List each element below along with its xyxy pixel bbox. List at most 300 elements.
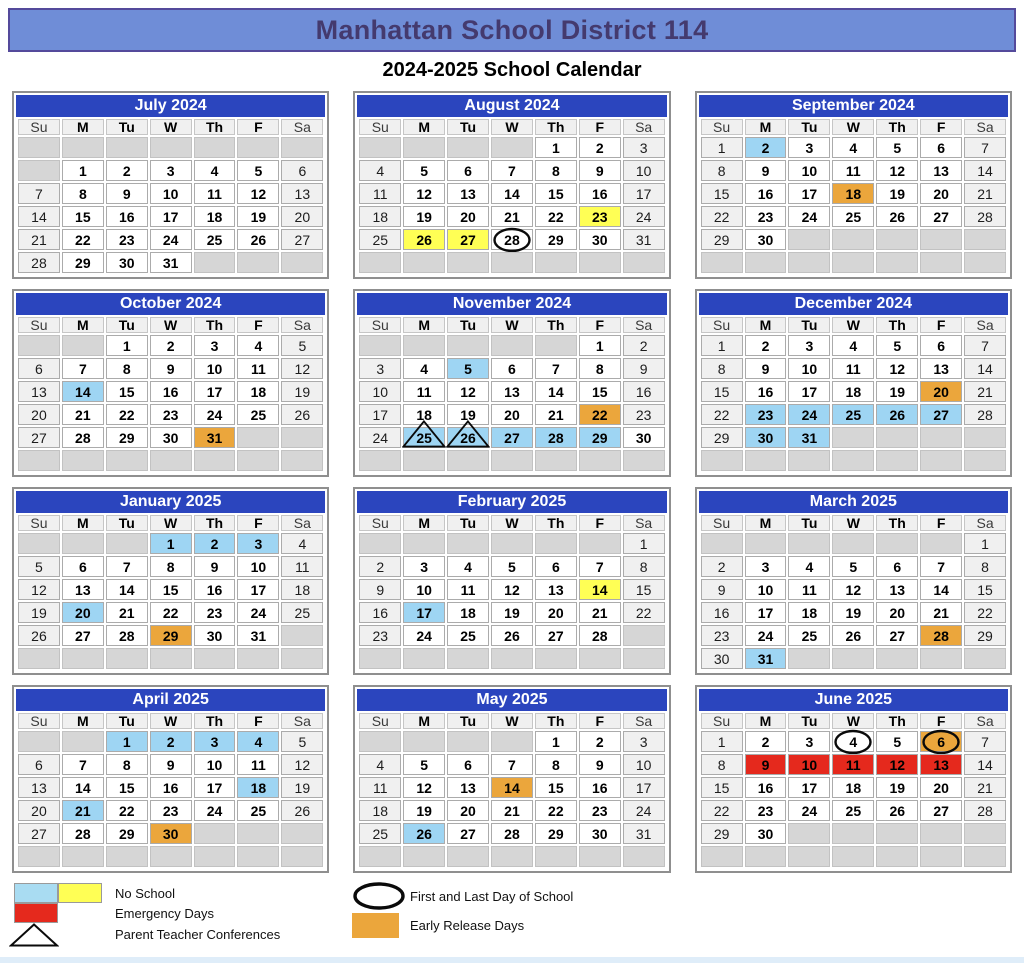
empty-cell [491, 846, 533, 867]
month-february-2025 [353, 487, 670, 675]
day-cell: 3 [194, 731, 236, 752]
day-cell: 29 [150, 625, 192, 646]
day-header-th: Th [876, 515, 918, 531]
day-cell: 16 [150, 381, 192, 402]
day-cell: 7 [920, 556, 962, 577]
day-header-sa: Sa [623, 713, 665, 729]
day-cell: 20 [920, 381, 962, 402]
legend-right-column [352, 881, 573, 939]
empty-cell [359, 450, 401, 471]
day-cell: 26 [447, 427, 489, 448]
empty-cell [876, 252, 918, 273]
day-cell: 14 [964, 358, 1006, 379]
day-header-sa: Sa [281, 713, 323, 729]
empty-cell [535, 335, 577, 356]
day-cell: 22 [701, 404, 743, 425]
day-cell: 28 [535, 427, 577, 448]
day-cell: 5 [876, 137, 918, 158]
day-cell: 24 [194, 404, 236, 425]
day-cell: 12 [18, 579, 60, 600]
day-cell: 19 [237, 206, 279, 227]
day-header-f: F [579, 515, 621, 531]
day-cell: 19 [281, 381, 323, 402]
day-cell: 30 [106, 252, 148, 273]
day-cell: 17 [745, 602, 787, 623]
day-header-m: M [62, 317, 104, 333]
empty-cell [832, 252, 874, 273]
empty-cell [745, 533, 787, 554]
day-cell: 14 [491, 183, 533, 204]
day-header-tu: Tu [447, 515, 489, 531]
day-cell: 28 [62, 427, 104, 448]
day-header-f: F [920, 713, 962, 729]
day-cell: 5 [281, 731, 323, 752]
month-grid [16, 513, 325, 671]
month-grid [699, 711, 1008, 869]
day-cell: 13 [535, 579, 577, 600]
day-header-m: M [62, 713, 104, 729]
empty-cell [491, 252, 533, 273]
empty-cell [237, 823, 279, 844]
empty-cell [832, 846, 874, 867]
day-header-w: W [150, 119, 192, 135]
empty-cell [359, 137, 401, 158]
empty-cell [194, 450, 236, 471]
day-cell: 4 [447, 556, 489, 577]
day-header-su: Su [359, 713, 401, 729]
day-cell: 5 [281, 335, 323, 356]
day-header-su: Su [18, 317, 60, 333]
day-header-m: M [403, 317, 445, 333]
day-cell: 17 [788, 183, 830, 204]
day-cell: 9 [194, 556, 236, 577]
day-cell: 17 [359, 404, 401, 425]
day-cell: 4 [194, 160, 236, 181]
day-cell: 4 [832, 137, 874, 158]
day-cell: 24 [788, 404, 830, 425]
empty-cell [876, 648, 918, 669]
day-cell: 9 [745, 358, 787, 379]
no-school-blue-swatch [14, 883, 58, 903]
day-cell: 2 [745, 137, 787, 158]
day-cell: 25 [403, 427, 445, 448]
day-cell: 13 [920, 358, 962, 379]
empty-cell [920, 823, 962, 844]
day-cell: 27 [62, 625, 104, 646]
day-cell: 23 [359, 625, 401, 646]
day-cell: 14 [920, 579, 962, 600]
day-cell: 28 [964, 206, 1006, 227]
legend-label-first-last-day: First and Last Day of School [410, 888, 574, 904]
day-cell: 8 [701, 754, 743, 775]
day-header-th: Th [876, 119, 918, 135]
day-cell: 9 [579, 160, 621, 181]
day-cell: 16 [359, 602, 401, 623]
day-cell: 25 [832, 800, 874, 821]
empty-cell [150, 846, 192, 867]
empty-cell [964, 648, 1006, 669]
empty-cell [281, 823, 323, 844]
empty-cell [832, 823, 874, 844]
day-cell: 30 [579, 229, 621, 250]
month-title: March 2025 [699, 491, 1008, 513]
day-cell: 17 [623, 183, 665, 204]
day-header-sa: Sa [964, 515, 1006, 531]
empty-cell [359, 846, 401, 867]
empty-cell [788, 648, 830, 669]
empty-cell [701, 533, 743, 554]
legend-swatch-area [14, 923, 115, 947]
day-cell: 19 [18, 602, 60, 623]
empty-cell [491, 731, 533, 752]
day-header-th: Th [535, 515, 577, 531]
empty-cell [281, 427, 323, 448]
day-cell: 10 [194, 754, 236, 775]
day-cell: 18 [237, 777, 279, 798]
day-cell: 16 [194, 579, 236, 600]
day-cell: 16 [623, 381, 665, 402]
empty-cell [194, 823, 236, 844]
day-cell: 12 [281, 358, 323, 379]
empty-cell [281, 846, 323, 867]
day-cell: 16 [106, 206, 148, 227]
day-cell: 2 [745, 731, 787, 752]
day-cell: 4 [403, 358, 445, 379]
day-cell: 1 [701, 731, 743, 752]
empty-cell [18, 648, 60, 669]
empty-cell [150, 450, 192, 471]
day-header-w: W [491, 713, 533, 729]
month-may-2025 [353, 685, 670, 873]
day-cell: 20 [920, 777, 962, 798]
day-header-su: Su [701, 119, 743, 135]
day-cell: 24 [623, 800, 665, 821]
empty-cell [701, 846, 743, 867]
empty-cell [62, 846, 104, 867]
month-grid [357, 315, 666, 473]
day-cell: 19 [447, 404, 489, 425]
day-cell: 17 [150, 206, 192, 227]
day-cell: 18 [281, 579, 323, 600]
day-cell: 10 [359, 381, 401, 402]
day-cell: 24 [403, 625, 445, 646]
page-title: Manhattan School District 114 [315, 14, 709, 45]
day-cell: 12 [237, 183, 279, 204]
day-cell: 23 [150, 404, 192, 425]
day-cell: 12 [447, 381, 489, 402]
day-cell: 14 [491, 777, 533, 798]
day-cell: 3 [788, 731, 830, 752]
legend-label-early-release: Early Release Days [410, 917, 525, 933]
day-cell: 8 [579, 358, 621, 379]
day-cell: 8 [150, 556, 192, 577]
month-title: July 2024 [16, 95, 325, 117]
empty-cell [788, 252, 830, 273]
empty-cell [447, 731, 489, 752]
day-header-w: W [491, 515, 533, 531]
day-cell: 8 [62, 183, 104, 204]
empty-cell [237, 450, 279, 471]
day-header-su: Su [701, 713, 743, 729]
empty-cell [194, 137, 236, 158]
day-cell: 28 [18, 252, 60, 273]
day-cell: 27 [920, 206, 962, 227]
day-cell: 20 [920, 183, 962, 204]
day-cell: 5 [491, 556, 533, 577]
day-cell: 11 [194, 183, 236, 204]
empty-cell [447, 846, 489, 867]
empty-cell [281, 648, 323, 669]
day-cell: 31 [194, 427, 236, 448]
month-december-2024 [695, 289, 1012, 477]
day-header-w: W [832, 515, 874, 531]
legend-row-no-school [14, 883, 280, 903]
day-cell: 1 [579, 335, 621, 356]
empty-cell [403, 533, 445, 554]
day-cell: 20 [62, 602, 104, 623]
day-header-m: M [403, 515, 445, 531]
day-cell: 28 [920, 625, 962, 646]
district-title-banner [8, 8, 1016, 52]
day-header-w: W [832, 119, 874, 135]
empty-cell [106, 137, 148, 158]
day-cell: 1 [701, 335, 743, 356]
day-cell: 24 [237, 602, 279, 623]
day-header-th: Th [194, 713, 236, 729]
day-cell: 5 [403, 160, 445, 181]
day-cell: 7 [535, 358, 577, 379]
empty-cell [920, 648, 962, 669]
day-cell: 13 [18, 381, 60, 402]
day-header-th: Th [194, 119, 236, 135]
day-cell: 3 [745, 556, 787, 577]
day-cell: 20 [876, 602, 918, 623]
day-cell: 2 [701, 556, 743, 577]
empty-cell [403, 137, 445, 158]
day-cell: 6 [18, 358, 60, 379]
empty-cell [447, 252, 489, 273]
day-cell: 16 [745, 183, 787, 204]
day-cell: 5 [876, 335, 918, 356]
day-cell: 15 [62, 206, 104, 227]
day-cell: 7 [62, 358, 104, 379]
day-cell: 9 [745, 754, 787, 775]
month-title: September 2024 [699, 95, 1008, 117]
empty-cell [18, 160, 60, 181]
day-cell: 19 [281, 777, 323, 798]
day-cell: 21 [62, 404, 104, 425]
day-cell: 21 [62, 800, 104, 821]
day-header-tu: Tu [447, 119, 489, 135]
empty-cell [237, 252, 279, 273]
day-cell: 30 [745, 823, 787, 844]
day-cell: 6 [491, 358, 533, 379]
day-cell: 18 [194, 206, 236, 227]
day-cell: 25 [832, 206, 874, 227]
day-cell: 1 [150, 533, 192, 554]
day-cell: 22 [62, 229, 104, 250]
empty-cell [920, 252, 962, 273]
day-cell: 31 [623, 229, 665, 250]
day-cell: 13 [920, 754, 962, 775]
day-cell: 28 [964, 800, 1006, 821]
day-cell: 21 [579, 602, 621, 623]
day-cell: 3 [359, 358, 401, 379]
day-cell: 11 [359, 777, 401, 798]
day-cell: 2 [150, 335, 192, 356]
day-cell: 23 [623, 404, 665, 425]
day-cell: 2 [623, 335, 665, 356]
day-header-tu: Tu [788, 713, 830, 729]
day-header-su: Su [18, 713, 60, 729]
day-cell: 13 [876, 579, 918, 600]
day-cell: 15 [701, 381, 743, 402]
day-cell: 13 [491, 381, 533, 402]
empty-cell [359, 533, 401, 554]
empty-cell [403, 252, 445, 273]
empty-cell [535, 450, 577, 471]
day-header-f: F [237, 713, 279, 729]
month-grid [357, 711, 666, 869]
day-cell: 11 [359, 183, 401, 204]
day-cell: 25 [237, 404, 279, 425]
day-cell: 24 [745, 625, 787, 646]
day-cell: 2 [106, 160, 148, 181]
day-cell: 6 [281, 160, 323, 181]
day-header-w: W [832, 317, 874, 333]
day-cell: 18 [832, 381, 874, 402]
day-cell: 6 [920, 137, 962, 158]
day-cell: 3 [623, 137, 665, 158]
empty-cell [832, 533, 874, 554]
day-cell: 21 [491, 206, 533, 227]
day-cell: 26 [18, 625, 60, 646]
empty-cell [876, 427, 918, 448]
day-cell: 4 [832, 731, 874, 752]
empty-cell [964, 229, 1006, 250]
empty-cell [535, 648, 577, 669]
day-cell: 11 [281, 556, 323, 577]
day-cell: 15 [701, 777, 743, 798]
day-cell: 28 [106, 625, 148, 646]
day-cell: 3 [403, 556, 445, 577]
day-cell: 11 [237, 358, 279, 379]
day-cell: 24 [788, 800, 830, 821]
day-cell: 18 [832, 777, 874, 798]
day-cell: 15 [701, 183, 743, 204]
empty-cell [920, 229, 962, 250]
day-cell: 17 [788, 777, 830, 798]
empty-cell [788, 229, 830, 250]
empty-cell [447, 648, 489, 669]
first-last-day-circle-icon [492, 226, 532, 253]
day-header-f: F [579, 119, 621, 135]
empty-cell [62, 648, 104, 669]
day-cell: 24 [788, 206, 830, 227]
emergency-days-red-swatch [14, 903, 58, 923]
empty-cell [62, 137, 104, 158]
day-cell: 6 [18, 754, 60, 775]
day-cell: 3 [150, 160, 192, 181]
day-cell: 27 [447, 229, 489, 250]
day-cell: 3 [194, 335, 236, 356]
empty-cell [237, 137, 279, 158]
day-cell: 13 [447, 183, 489, 204]
empty-cell [964, 823, 1006, 844]
day-cell: 30 [745, 427, 787, 448]
day-cell: 9 [745, 160, 787, 181]
day-header-tu: Tu [106, 317, 148, 333]
day-cell: 7 [106, 556, 148, 577]
month-title: April 2025 [16, 689, 325, 711]
calendar-subtitle: 2024-2025 School Calendar [382, 59, 642, 81]
empty-cell [623, 252, 665, 273]
empty-cell [876, 533, 918, 554]
day-cell: 15 [623, 579, 665, 600]
day-cell: 7 [579, 556, 621, 577]
day-cell: 17 [194, 777, 236, 798]
day-cell: 18 [447, 602, 489, 623]
day-cell: 29 [701, 823, 743, 844]
day-header-th: Th [876, 317, 918, 333]
legend-left-column [14, 883, 280, 946]
day-cell: 25 [359, 823, 401, 844]
day-cell: 8 [964, 556, 1006, 577]
month-october-2024 [12, 289, 329, 477]
empty-cell [876, 823, 918, 844]
day-cell: 20 [447, 800, 489, 821]
day-cell: 5 [876, 731, 918, 752]
day-cell: 15 [106, 381, 148, 402]
empty-cell [194, 252, 236, 273]
month-january-2025 [12, 487, 329, 675]
day-cell: 16 [701, 602, 743, 623]
day-cell: 29 [701, 229, 743, 250]
empty-cell [106, 648, 148, 669]
empty-cell [701, 252, 743, 273]
day-cell: 1 [535, 731, 577, 752]
day-cell: 26 [403, 823, 445, 844]
day-cell: 13 [62, 579, 104, 600]
empty-cell [579, 252, 621, 273]
day-cell: 24 [359, 427, 401, 448]
day-cell: 16 [745, 381, 787, 402]
day-cell: 23 [745, 800, 787, 821]
day-cell: 10 [788, 358, 830, 379]
day-cell: 4 [359, 160, 401, 181]
legend-label-emergency-days: Emergency Days [115, 905, 214, 921]
day-cell: 8 [535, 160, 577, 181]
day-header-f: F [579, 713, 621, 729]
day-cell: 27 [18, 823, 60, 844]
day-header-w: W [150, 515, 192, 531]
day-cell: 2 [194, 533, 236, 554]
empty-cell [964, 846, 1006, 867]
day-cell: 9 [106, 183, 148, 204]
day-cell: 2 [359, 556, 401, 577]
day-cell: 31 [788, 427, 830, 448]
day-header-sa: Sa [964, 713, 1006, 729]
day-cell: 11 [832, 160, 874, 181]
parent-teacher-conference-triangle-icon [9, 923, 59, 947]
empty-cell [832, 427, 874, 448]
day-cell: 12 [832, 579, 874, 600]
day-cell: 6 [876, 556, 918, 577]
day-cell: 17 [194, 381, 236, 402]
day-header-w: W [491, 317, 533, 333]
day-cell: 7 [964, 335, 1006, 356]
day-header-w: W [491, 119, 533, 135]
